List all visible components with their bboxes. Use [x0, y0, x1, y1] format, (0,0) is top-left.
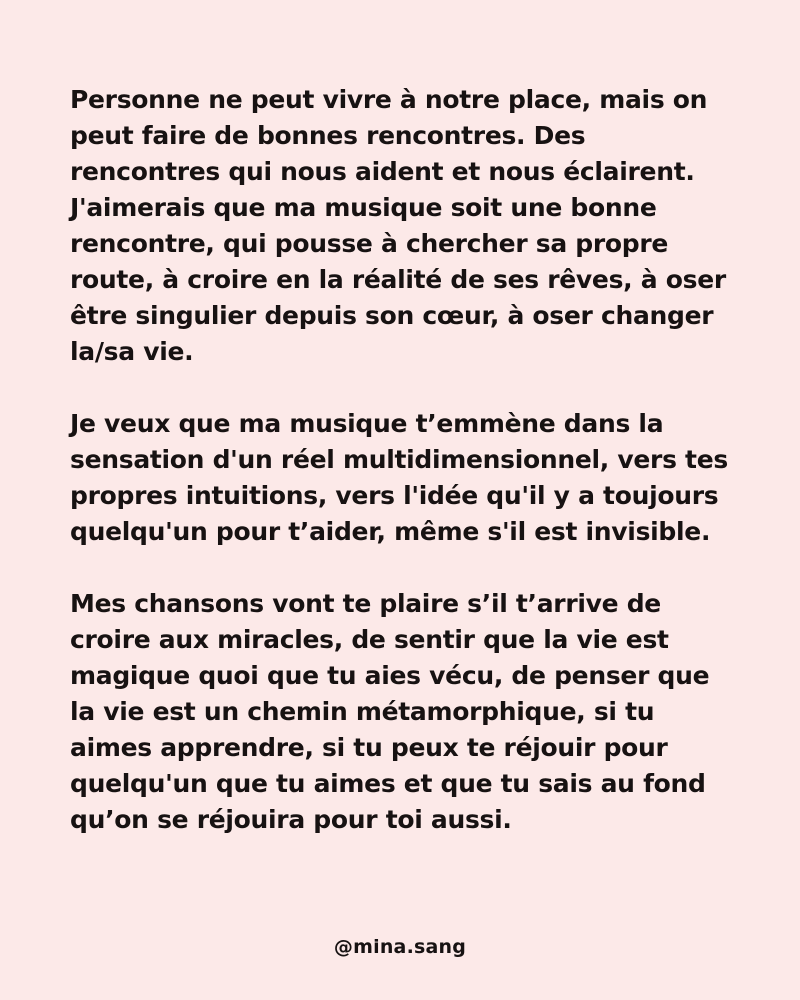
paragraph-1: [70, 82, 750, 370]
paragraph-gap: [70, 550, 750, 586]
paragraph-line: rencontre, qui pousse à chercher sa propre: [70, 229, 669, 258]
quote-text: [70, 82, 750, 838]
paragraph-line: route, à croire en la réalité de ses rêves, à oser: [70, 265, 726, 294]
paragraph-line: peut faire de bonnes rencontres. Des: [70, 121, 586, 150]
paragraph-line: propres intuitions, vers l'idée qu'il y a toujours: [70, 481, 719, 510]
paragraph-line: Mes chansons vont te plaire s’il t’arrive de: [70, 589, 661, 618]
paragraph-line: sensation d'un réel multidimensionnel, vers tes: [70, 445, 728, 474]
paragraph-gap: [70, 370, 750, 406]
paragraph-line: croire aux miracles, de sentir que la vie est: [70, 625, 669, 654]
paragraph-line: la/sa vie.: [70, 337, 194, 366]
paragraph-line: Personne ne peut vivre à notre place, mais on: [70, 85, 708, 114]
paragraph-line: rencontres qui nous aident et nous éclairent.: [70, 157, 695, 186]
paragraph-line: la vie est un chemin métamorphique, si tu: [70, 697, 655, 726]
paragraph-line: J'aimerais que ma musique soit une bonne: [70, 193, 657, 222]
author-handle: @mina.sang: [333, 936, 467, 958]
paragraph-line: aimes apprendre, si tu peux te réjouir pour: [70, 733, 668, 762]
paragraph-line: magique quoi que tu aies vécu, de penser que: [70, 661, 710, 690]
paragraph-2: [70, 406, 750, 550]
paragraph-line: quelqu'un que tu aimes et que tu sais au fond: [70, 769, 706, 798]
paragraph-line: Je veux que ma musique t’emmène dans la: [70, 409, 664, 438]
paragraph-line: quelqu'un pour t’aider, même s'il est invisible.: [70, 517, 711, 546]
paragraph-line: qu’on se réjouira pour toi aussi.: [70, 805, 512, 834]
paragraph-line: être singulier depuis son cœur, à oser changer: [70, 301, 714, 330]
paragraph-3: [70, 586, 750, 838]
